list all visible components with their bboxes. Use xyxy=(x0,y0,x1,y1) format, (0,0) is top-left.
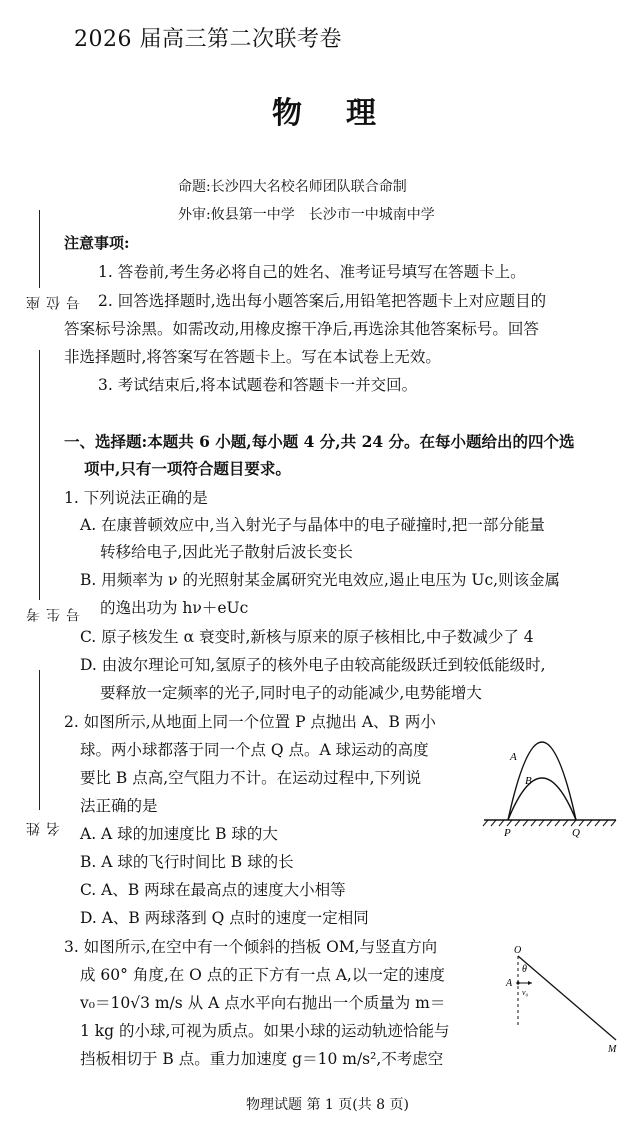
q2-stem-4: 法正确的是 xyxy=(80,797,158,815)
label-theta: θ xyxy=(522,964,527,975)
q3-plate-figure xyxy=(500,940,624,1064)
seat-label: 座位号 xyxy=(26,296,82,310)
q3-line-1: 3. 如图所示,在空中有一个倾斜的挡板 OM,与竖直方向 xyxy=(64,938,438,956)
label-a-point: A xyxy=(506,978,513,989)
q2-trajectory-figure xyxy=(480,712,620,840)
q1-option-d1: D. 由波尔理论可知,氢原子的核外电子由较高能级跃迁到较低能级时, xyxy=(80,656,546,674)
ground-hatch xyxy=(483,820,616,826)
q1-option-b1: B. 用频率为 ν 的光照射某金属研究光电效应,遏止电压为 Uc,则该金属 xyxy=(80,571,561,589)
label-q: Q xyxy=(572,827,580,839)
notice-title: 注意事项: xyxy=(64,234,130,252)
q2-stem-1: 2. 如图所示,从地面上同一个位置 P 点抛出 A、B 两小 xyxy=(64,713,436,731)
exam-title: 2026 届高三第二次联考卷 xyxy=(74,27,342,52)
name-label: 姓名 xyxy=(26,822,62,836)
page-footer: 物理试题 第 1 页(共 8 页) xyxy=(246,1097,409,1113)
q2-option-d: D. A、B 两球落到 Q 点时的速度一定相同 xyxy=(80,909,369,927)
q3-line-2: 成 60° 角度,在 O 点的正下方有一点 A,以一定的速度 xyxy=(80,966,445,984)
section-heading-a: 一、选择题:本题共 6 小题,每小题 4 分,共 24 分。在每小题给出的四个选 xyxy=(64,432,575,451)
compose-credit: 命题:长沙四大名校名师团队联合命制 xyxy=(178,179,407,195)
notice-1: 1. 答卷前,考生务必将自己的姓名、准考证号填写在答题卡上。 xyxy=(98,263,526,281)
q2-option-a: A. A 球的加速度比 B 球的大 xyxy=(80,825,278,843)
margin-line xyxy=(39,350,40,600)
q1-option-a2: 转移给电子,因此光子散射后波长变长 xyxy=(100,543,353,561)
section-heading-b: 项中,只有一项符合题目要求。 xyxy=(84,459,291,478)
label-b: B xyxy=(525,775,532,787)
notice-2a: 2. 回答选择题时,选出每小题答案后,用铅笔把答题卡上对应题目的 xyxy=(98,292,547,310)
q3-line-5: 挡板相切于 B 点。重力加速度 g＝10 m/s²,不考虑空 xyxy=(80,1050,444,1068)
notice-2c: 非选择题时,将答案写在答题卡上。写在本试卷上无效。 xyxy=(64,348,441,366)
subject-title: 物理 xyxy=(272,96,420,131)
label-p: P xyxy=(504,827,511,839)
seat-line xyxy=(39,210,40,288)
q2-option-c: C. A、B 两球在最高点的速度大小相等 xyxy=(80,881,346,899)
review-credit: 外审:攸县第一中学 长沙市一中城南中学 xyxy=(178,207,435,223)
q1-option-d2: 要释放一定频率的光子,同时电子的动能减少,电势能增大 xyxy=(100,684,482,702)
q1-stem: 1. 下列说法正确的是 xyxy=(64,489,208,507)
label-a: A xyxy=(510,751,517,763)
q1-option-c: C. 原子核发生 α 衰变时,新核与原来的原子核相比,中子数减少了 4 xyxy=(80,628,534,646)
plate-om xyxy=(518,956,616,1040)
exam-no-line xyxy=(39,670,40,810)
q2-option-b: B. A 球的飞行时间比 B 球的长 xyxy=(80,853,294,871)
q3-line-3: v₀＝10√3 m/s 从 A 点水平向右抛出一个质量为 m＝ xyxy=(80,994,446,1012)
notice-3: 3. 考试结束后,将本试题卷和答题卡一并交回。 xyxy=(98,376,418,394)
velocity-arrowhead xyxy=(528,981,532,985)
q2-stem-2: 球。两小球都落于同一个点 Q 点。A 球运动的高度 xyxy=(80,741,429,759)
q1-option-a1: A. 在康普顿效应中,当入射光子与晶体中的电子碰撞时,把一部分能量 xyxy=(80,516,545,534)
label-v0: v₀ xyxy=(522,988,529,997)
exam-no-label: 考生号 xyxy=(26,608,82,622)
trajectory-b xyxy=(508,778,576,820)
trajectory-a xyxy=(508,742,576,820)
notice-2b: 答案标号涂黑。如需改动,用橡皮擦干净后,再选涂其他答案标号。回答 xyxy=(64,320,539,338)
q3-line-4: 1 kg 的小球,可视为质点。如果小球的运动轨迹恰能与 xyxy=(80,1022,450,1040)
q1-option-b2: 的逸出功为 hν＋eUc xyxy=(100,599,249,617)
q2-stem-3: 要比 B 点高,空气阻力不计。在运动过程中,下列说 xyxy=(80,769,422,787)
label-m: M xyxy=(608,1044,617,1055)
label-o: O xyxy=(514,945,522,956)
